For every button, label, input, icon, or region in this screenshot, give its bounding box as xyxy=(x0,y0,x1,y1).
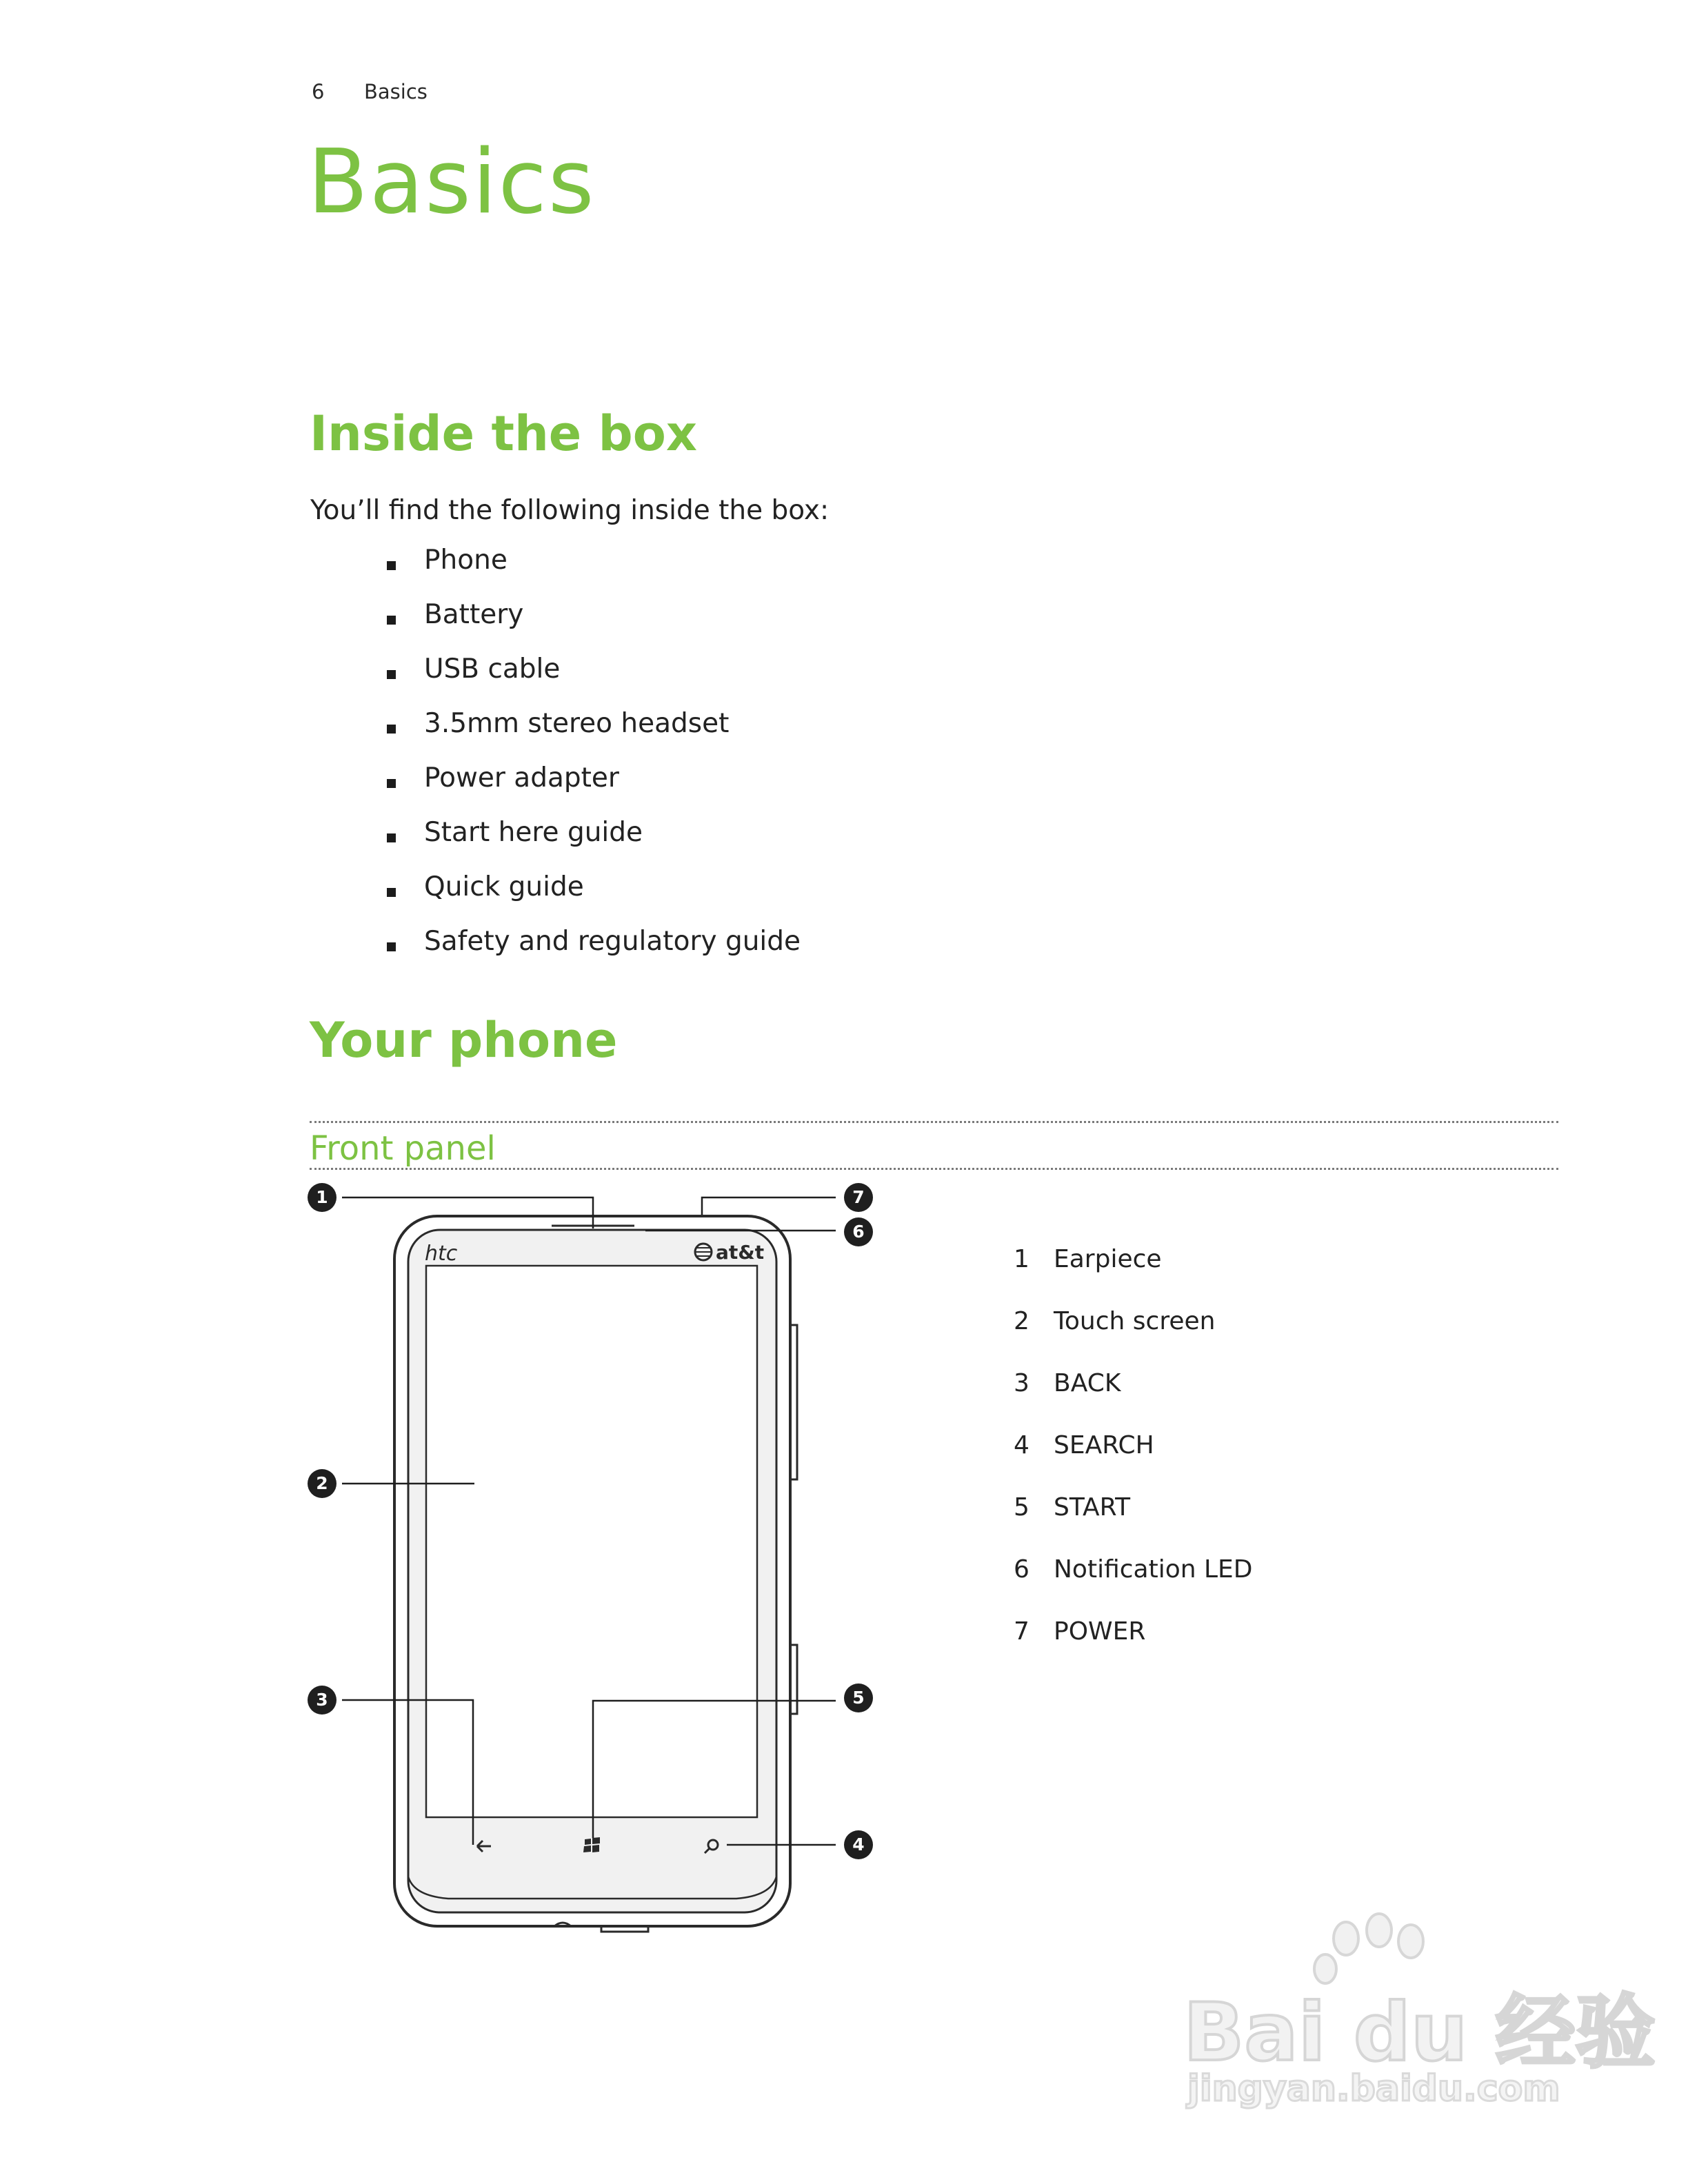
callout-1: 1 xyxy=(308,1183,336,1212)
running-header-section: Basics xyxy=(364,80,428,103)
htc-logo: htc xyxy=(425,1242,458,1266)
callout-3: 3 xyxy=(308,1686,336,1715)
page-number: 6 xyxy=(312,80,325,103)
bullet-icon xyxy=(387,670,396,679)
bullet-icon xyxy=(387,833,396,842)
watermark-brand: Bai du 经验 xyxy=(1183,1986,1656,2079)
bullet-icon xyxy=(387,725,396,734)
bullet-icon xyxy=(387,561,396,570)
section-title-your-phone: Your phone xyxy=(310,1012,618,1069)
divider-bottom xyxy=(310,1168,1558,1170)
callout-2: 2 xyxy=(308,1469,336,1498)
document-page: 6 Basics Basics Inside the box You’ll find the following inside the box: Phone Battery USB cable 3.5mm stereo headset Power adapter Start here guide Quick guide Safety and regulatory guide Your phone Front panel htc at&t 1 2 3 4 5 6 7 1 Earpiece 2 Touch screen 3 BACK 4 SEARCH 5 START 6 Notification LED 7 POWER Bai du 经验 jingyan.baidu.com xyxy=(0,0,1688,2184)
baidu-watermark xyxy=(1172,1910,1656,2116)
section-title-inside-the-box: Inside the box xyxy=(310,405,697,462)
att-logo xyxy=(695,1241,764,1264)
phone-drawing xyxy=(290,1179,896,1965)
divider-top xyxy=(310,1121,1558,1123)
phone-front-illustration xyxy=(290,1179,896,1965)
callout-7: 7 xyxy=(844,1183,873,1212)
inside-the-box-intro: You’ll find the following inside the box: xyxy=(310,495,830,526)
chapter-title: Basics xyxy=(308,131,596,234)
bullet-icon xyxy=(387,888,396,897)
subsection-title-front-panel: Front panel xyxy=(310,1129,496,1168)
carrier-label: at&t xyxy=(716,1241,765,1264)
callout-6: 6 xyxy=(844,1217,873,1246)
bullet-icon xyxy=(387,616,396,625)
callout-5: 5 xyxy=(844,1684,873,1712)
callout-4: 4 xyxy=(844,1830,873,1859)
bullet-icon xyxy=(387,942,396,951)
bullet-icon xyxy=(387,779,396,788)
watermark-url: jingyan.baidu.com xyxy=(1187,2068,1560,2110)
